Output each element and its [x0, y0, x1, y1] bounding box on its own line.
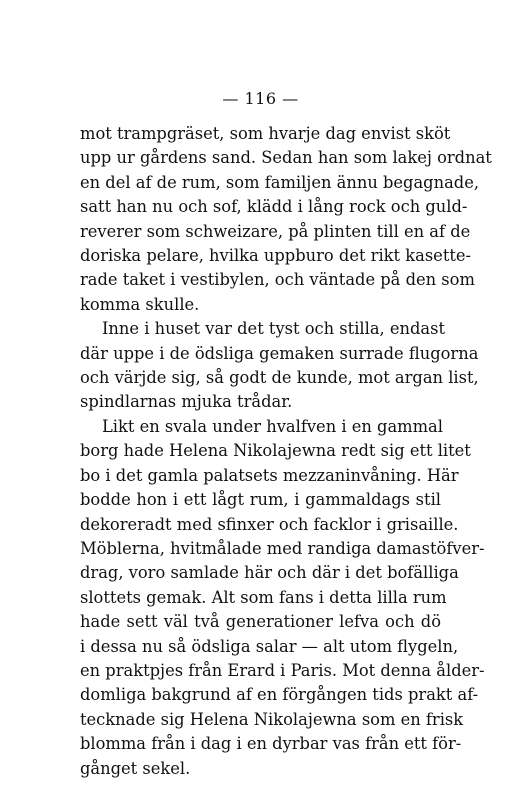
paragraph-2	[80, 317, 479, 415]
text-line: satt han nu och sof, klädd i lång rock och guld-	[80, 197, 468, 217]
text-line: rade taket i vestibylen, och väntade på den som	[80, 270, 475, 290]
text-line: doriska pelare, hvilka uppburo det rikt kasette-	[80, 246, 472, 266]
text-line: Inne i huset var det tyst och stilla, endast	[102, 319, 446, 339]
book-page	[80, 88, 492, 781]
text-line: dekoreradt med sfinxer och facklor i grisaille.	[80, 514, 459, 534]
text-line: i dessa nu så ödsliga salar — alt utom flygeln,	[80, 636, 459, 656]
text-line: bodde hon i ett lågt rum, i gammaldags stil	[80, 490, 441, 510]
text-line: bo i det gamla palatsets mezzaninvåning. Här	[80, 465, 459, 485]
text-line: blomma från i dag i en dyrbar vas från ett för-	[80, 734, 462, 754]
text-line: och värjde sig, så godt de kunde, mot argan list,	[80, 368, 479, 388]
paragraph-3	[80, 415, 485, 781]
text-line: reverer som schweizare, på plinten till en af de	[80, 221, 471, 241]
text-line: tecknade sig Helena Nikolajewna som en frisk	[80, 709, 464, 729]
text-line: mot trampgräset, som hvarje dag envist sköt	[80, 124, 451, 143]
text-line: slottets gemak. Alt som fans i detta lilla rum	[80, 587, 447, 607]
text-line: gånget sekel.	[80, 758, 191, 778]
paragraph-1	[80, 122, 492, 317]
text-line: drag, voro samlade här och där i det bofälliga	[80, 563, 459, 583]
text-line: spindlarnas mjuka trådar.	[80, 392, 293, 412]
text-line: upp ur gårdens sand. Sedan han som lakej ordnat	[80, 148, 492, 168]
text-line: en praktpjes från Erard i Paris. Mot denna ålder-	[80, 660, 485, 680]
text-line: hade sett väl två generationer lefva och dö	[80, 612, 441, 632]
text-line: där uppe i de ödsliga gemaken surrade flugorna	[80, 343, 479, 363]
text-line: Möblerna, hvitmålade med randiga damastöfver-	[80, 538, 485, 558]
text-line: domliga bakgrund af en förgången tids prakt af-	[80, 685, 479, 705]
text-line: komma skulle.	[80, 294, 200, 314]
text-line: Likt en svala under hvalfven i en gammal	[102, 416, 443, 436]
text-line: borg hade Helena Nikolajewna redt sig ett litet	[80, 441, 471, 461]
page-number: — 116 —	[222, 89, 299, 108]
text-line: en del af de rum, som familjen ännu begagnade,	[80, 172, 480, 192]
